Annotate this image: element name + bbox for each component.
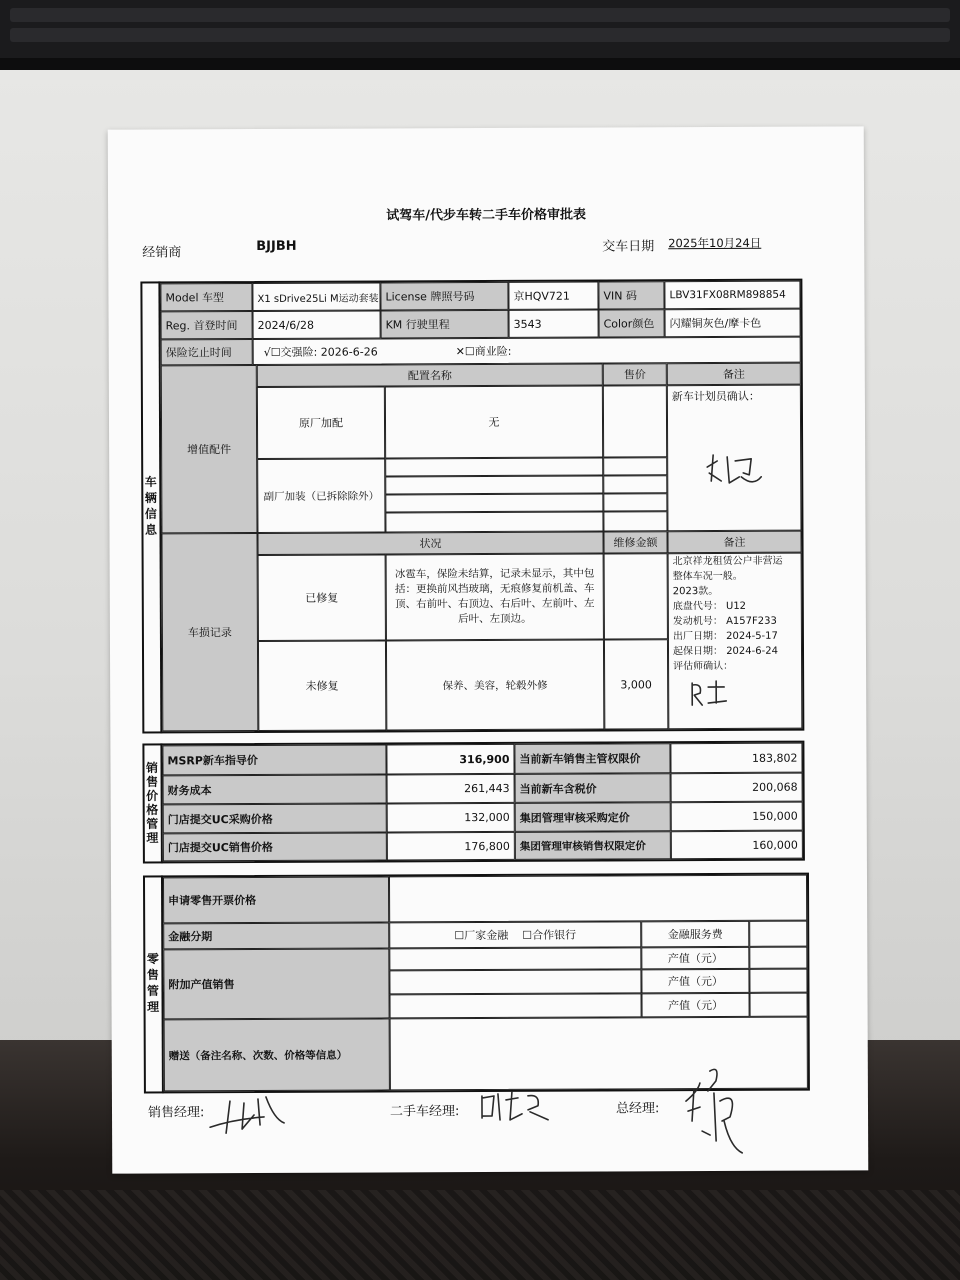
- damage-note-line: 发动机号： A157F233: [672, 615, 777, 628]
- vin-label: VIN 码: [598, 281, 664, 309]
- reg-date-label: Reg. 首登时间: [161, 311, 253, 339]
- uc-manager-label: 二手车经理:: [389, 1104, 460, 1120]
- aftermarket-price: [603, 457, 667, 475]
- msrp-value: 316,900: [386, 744, 514, 775]
- license-label: License 牌照号码: [380, 282, 508, 311]
- general-manager-label: 总经理:: [615, 1101, 660, 1117]
- damage-note-line: 整体车况一般。: [672, 570, 743, 583]
- finance-fee-value[interactable]: [749, 921, 807, 947]
- color-label: Color颜色: [599, 309, 665, 337]
- section-label-text: 销售价格管理: [144, 761, 159, 846]
- model-value: X1 sDrive25Li M运动套装: [252, 282, 380, 311]
- msrp-label: MSRP新车指导价: [162, 744, 386, 775]
- vin-value: LBV31FX08RM898854: [664, 281, 800, 310]
- section-label-text: 零售管理: [145, 952, 160, 1017]
- addon-row: [389, 947, 641, 970]
- damage-note-line: 评估师确认：: [673, 660, 734, 673]
- color-value: 闪耀铜灰色/摩卡色: [665, 309, 801, 338]
- damage-note-line: 出厂日期： 2024-5-17: [672, 630, 778, 643]
- damage-note-line: 起保日期： 2024-6-24: [672, 645, 778, 658]
- damage-note-line: 北京祥龙租赁公户非营运: [672, 555, 783, 568]
- oem-accessory-price: [603, 385, 667, 457]
- keyboard-background: [0, 0, 960, 70]
- vehicle-info-section-label: [140, 281, 162, 733]
- invoice-price-label: 申请零售开票价格: [163, 876, 389, 923]
- aftermarket-price: [603, 493, 667, 511]
- finance-fee-label: 金融服务费: [641, 921, 749, 947]
- assessor-signature: [688, 677, 738, 711]
- insurance-commercial: ✕☐商业险:: [455, 344, 512, 359]
- insurance-label: 保险讫止时间: [161, 339, 253, 365]
- keyboard-key-row: [10, 8, 950, 22]
- accessories-col-config: 配置名称: [257, 363, 603, 387]
- aftermarket-row: [385, 457, 603, 476]
- addon-value[interactable]: [749, 993, 807, 1017]
- group-purchase-price-value: 150,000: [671, 802, 803, 832]
- group-sale-price-label: 集团管理审核销售权限定价: [515, 831, 671, 860]
- oem-finance-checkbox[interactable]: ☐厂家金融: [454, 928, 509, 943]
- uc-purchase-price-value: 132,000: [387, 803, 515, 833]
- delivery-date-value: 2025年10月24日: [668, 235, 762, 251]
- group-purchase-price-label: 集团管理审核采购定价: [515, 802, 671, 832]
- aftermarket-row: [385, 511, 603, 532]
- new-car-manager-price-label: 当前新车销售主管权限价: [514, 743, 670, 774]
- sales-manager-label: 销售经理:: [147, 1105, 205, 1121]
- insurance-compulsory: √☐交强险: 2026-6-26: [263, 345, 378, 359]
- dealer-value: BJJBH: [256, 238, 297, 255]
- group-sale-price-value: 160,000: [671, 831, 803, 860]
- accessories-col-price: 售价: [603, 363, 667, 385]
- retail-section-label: [143, 875, 164, 1093]
- partner-bank-checkbox[interactable]: ☐合作银行: [522, 928, 577, 942]
- finance-cost-value: 261,443: [387, 774, 515, 804]
- finance-options: [389, 921, 641, 948]
- uc-sale-price-value: 176,800: [387, 832, 515, 861]
- finance-label: 金融分期: [163, 922, 389, 949]
- unrepaired-description: 保养、美容，轮毂外修: [386, 639, 604, 730]
- damage-col-note: 备注: [667, 531, 801, 554]
- insurance-row: [253, 337, 801, 365]
- accessories-col-note: 备注: [667, 363, 801, 386]
- addon-row: [390, 993, 642, 1018]
- reg-date-value: 2024/6/28: [253, 310, 381, 339]
- uc-sale-price-label: 门店提交UC销售价格: [163, 832, 387, 861]
- addon-value-label: 产值（元）: [641, 993, 749, 1017]
- new-car-tax-price-value: 200,068: [671, 773, 803, 803]
- addon-value-label: 产值（元）: [641, 969, 749, 993]
- new-car-tax-price-label: 当前新车含税价: [515, 773, 671, 803]
- planner-signature: [699, 447, 769, 497]
- invoice-price-value[interactable]: [389, 875, 807, 923]
- addon-value[interactable]: [749, 969, 807, 993]
- aftermarket-row: [385, 475, 603, 494]
- addon-row: [389, 969, 641, 994]
- sales-manager-signature: [204, 1089, 294, 1139]
- general-manager-signature: [680, 1061, 750, 1161]
- addon-value[interactable]: [749, 947, 807, 969]
- section-label-text: 车辆信息: [143, 475, 158, 540]
- keyboard-key-row: [10, 28, 950, 42]
- approval-form-sheet: [108, 126, 869, 1173]
- finance-cost-label: 财务成本: [163, 774, 387, 804]
- oem-accessory-label: 原厂加配: [257, 386, 385, 459]
- repaired-amount: [604, 553, 668, 639]
- unrepaired-label: 未修复: [258, 640, 386, 731]
- planner-note-text: 新车计划员确认：: [671, 389, 760, 404]
- uc-purchase-price-label: 门店提交UC采购价格: [163, 803, 387, 833]
- damage-col-amount: 维修金额: [603, 531, 667, 553]
- new-car-manager-price-value: 183,802: [670, 743, 802, 774]
- pricing-section-label: [142, 743, 163, 863]
- aftermarket-row: [385, 493, 603, 512]
- repaired-label: 已修复: [258, 554, 386, 641]
- dealer-label: 经销商: [142, 245, 182, 261]
- addon-value-label: 产值（元）: [641, 947, 749, 969]
- delivery-date-label: 交车日期: [602, 239, 655, 255]
- gift-label: 赠送（备注名称、次数、价格等信息）: [164, 1018, 390, 1091]
- model-label: Model 车型: [160, 283, 252, 311]
- damage-record-label: 车损记录: [161, 533, 258, 731]
- license-value: 京HQV721: [508, 282, 598, 310]
- aftermarket-price: [603, 475, 667, 493]
- addon-sales-label: 附加产值销售: [163, 948, 389, 1019]
- oem-accessory-value: 无: [385, 385, 603, 458]
- mileage-value: 3543: [509, 310, 599, 338]
- chair-mesh: [0, 1190, 960, 1280]
- form-title: 试驾车/代步车转二手车价格审批表: [386, 207, 587, 224]
- mileage-label: KM 行驶里程: [381, 310, 509, 339]
- uc-manager-signature: [478, 1086, 558, 1126]
- unrepaired-amount: 3,000: [604, 639, 668, 729]
- accessories-label: 增值配件: [161, 365, 258, 533]
- aftermarket-label: 副厂加装（已拆除除外）: [257, 458, 385, 533]
- damage-note-line: 2023款。: [672, 585, 719, 598]
- aftermarket-price: [603, 511, 667, 531]
- damage-note-line: 底盘代号： U12: [672, 600, 747, 613]
- damage-col-status: 状况: [257, 531, 603, 555]
- keyboard-edge: [0, 58, 960, 70]
- repaired-description: 冰雹车，保险未结算，记录未显示，其中包括：更换前风挡玻璃，无痕修复前机盖、车顶、右前叶、右顶边、右后叶、左前叶、左后叶、左顶边。: [386, 553, 604, 640]
